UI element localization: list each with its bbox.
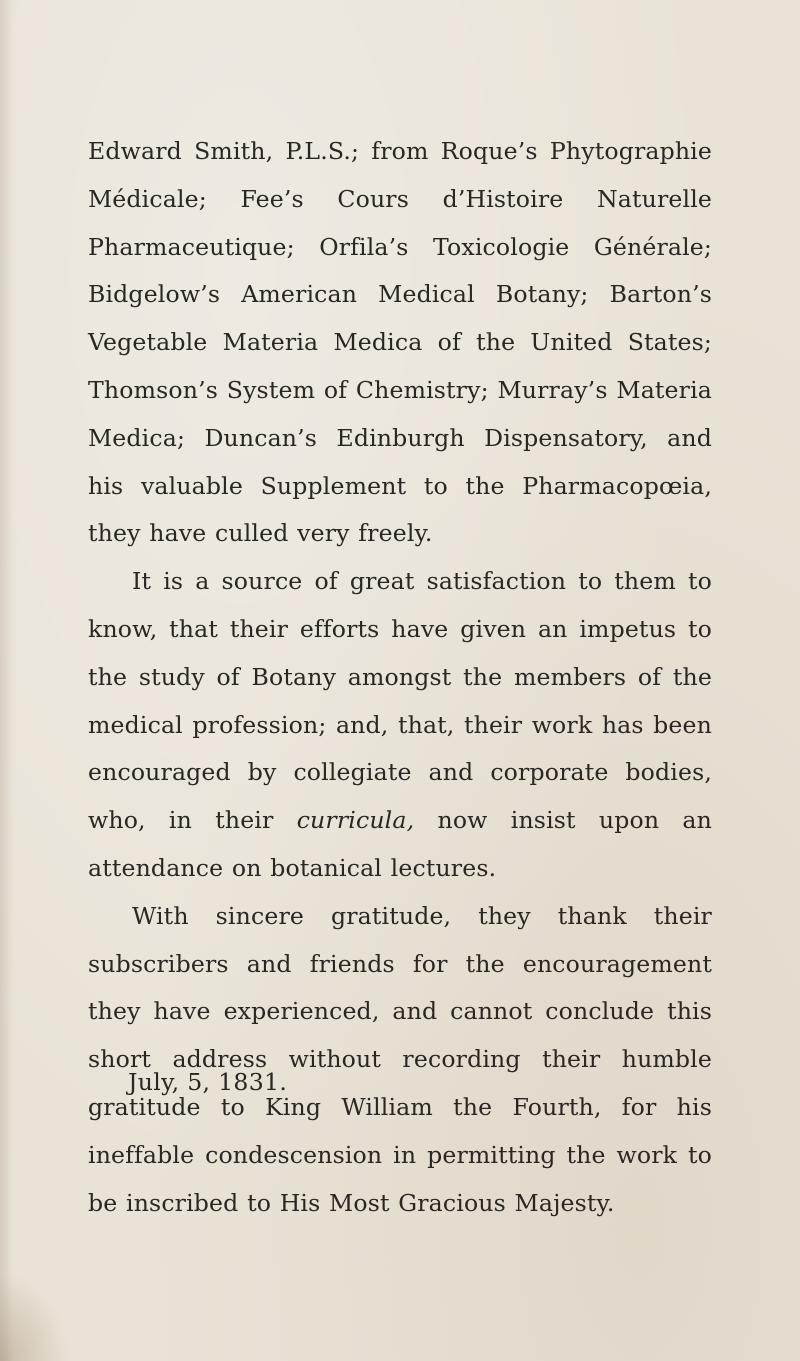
page-edge-shadow — [0, 0, 14, 1361]
paragraph-gratitude-text: With sincere gratitude, they thank their subscribers and friends for the encouragement they have experienced, and cannot conclude this short address without recording their humble gratitude to King William the Fourth, for his ineffable condescension in permitting the work to be inscribed to His Most Gracious Majesty. — [88, 901, 712, 1217]
paragraph-sources-text: Edward Smith, P.L.S.; from Roque’s Phytographie Médicale; Fee’s Cours d’Histoire Naturelle Pharmaceutique; Orfila’s Toxicologie Générale; Bidgelow’s American Medical Botany; Barton’s Vegetable Materia Medica of the United States; Thomson’s System of Chemistry; Murray’s Materia Medica; Duncan’s Edinburgh Dispensatory, and his valuable Supplement to the Pharmacopœia, they have culled very freely. — [88, 137, 712, 548]
paragraph-gratitude — [88, 893, 712, 1228]
paragraph-satisfaction-text-after: now insist upon an attendance on botanical lectures. — [88, 806, 712, 882]
paragraph-satisfaction-italic: curricula, — [296, 806, 415, 835]
paragraph-satisfaction — [88, 558, 712, 893]
page-corner-stain — [0, 1271, 70, 1361]
date-line: July, 5, 1831. — [128, 1068, 288, 1096]
paragraph-satisfaction-text-before: It is a source of great satisfaction to them to know, that their efforts have given an impetus to the study of Botany amongst the members of the medical profession; and, that, their work has been encouraged by collegiate and corporate bodies, who, in their — [88, 567, 712, 835]
paragraph-sources — [88, 128, 712, 558]
